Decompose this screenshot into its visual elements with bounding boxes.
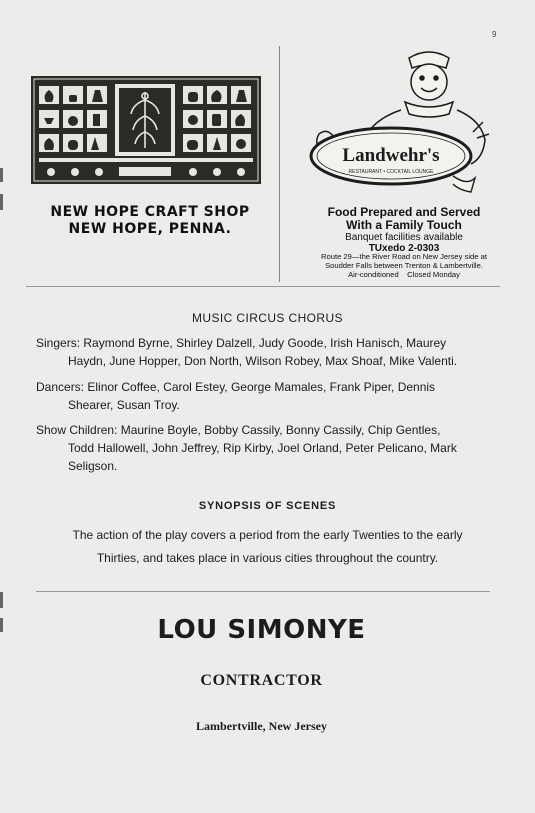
show-children-line1: Show Children: Maurine Boyle, Bobby Cassily, Bonny Cassily, Chip Gentles, — [36, 423, 441, 437]
contractor-title: CONTRACTOR — [200, 672, 323, 689]
restaurant-ad — [283, 44, 525, 284]
divider-top — [26, 286, 500, 287]
show-children-line2: Todd Hallowell, John Jeffrey, Rip Kirby, Joel Orland, Peter Pelicano, Mark — [68, 441, 457, 455]
binding-mark-upper — [0, 168, 3, 182]
restaurant-logo — [303, 44, 493, 204]
craft-shop-name — [30, 204, 270, 238]
craft-shop-name-line2: NEW HOPE, PENNA. — [68, 221, 232, 237]
show-children-paragraph — [36, 421, 498, 475]
synopsis-text — [30, 524, 505, 570]
dancers-line1: Dancers: Elinor Coffee, Carol Estey, George Mamales, Frank Piper, Dennis — [36, 380, 436, 394]
contractor-location: Lambertville, New Jersey — [196, 719, 327, 733]
synopsis-text-line2: Thirties, and takes place in various cities throughout the country. — [96, 551, 439, 565]
restaurant-amenities: Air-conditioned Closed Monday — [348, 270, 460, 279]
craft-shop-name-line1: NEW HOPE CRAFT SHOP — [50, 204, 250, 220]
dancers-line2: Shearer, Susan Troy. — [68, 398, 180, 412]
restaurant-logo-name: Landwehr's — [342, 145, 440, 166]
restaurant-tagline-line2: With a Family Touch — [346, 218, 462, 232]
binding-mark-lower-2 — [0, 618, 3, 632]
synopsis-title: SYNOPSIS OF SCENES — [198, 500, 337, 512]
binding-mark-upper-2 — [0, 194, 3, 210]
show-children-line3: Seligson. — [68, 459, 118, 473]
dancers-paragraph — [36, 378, 498, 414]
restaurant-logo-subtitle: RESTAURANT • COCKTAIL LOUNGE — [348, 169, 434, 175]
column-divider — [279, 46, 280, 282]
synopsis-text-line1: The action of the play covers a period from the early Twenties to the early — [72, 528, 463, 542]
singers-line2: Haydn, June Hopper, Don North, Wilson Robey, Max Shoaf, Mike Valenti. — [68, 354, 458, 368]
divider-bottom — [36, 591, 490, 592]
craft-shop-illustration — [31, 76, 261, 184]
restaurant-banquet: Banquet facilities available — [345, 232, 463, 243]
restaurant-phone: TUxedo 2-0303 — [368, 243, 440, 254]
restaurant-route-line1: Route 29—the River Road on New Jersey side at — [321, 252, 487, 261]
singers-paragraph — [36, 334, 498, 370]
restaurant-route — [283, 253, 525, 270]
chorus-title: MUSIC CIRCUS CHORUS — [192, 311, 343, 325]
craft-shop-ad — [20, 76, 270, 236]
contractor-name: LOU SIMONYE — [157, 615, 366, 645]
restaurant-route-line2: Soudder Falls between Trenton & Lambertville. — [325, 260, 483, 270]
binding-mark-lower — [0, 592, 3, 608]
page-number: 9 — [492, 30, 497, 39]
singers-line1: Singers: Raymond Byrne, Shirley Dalzell, Judy Goode, Irish Hanisch, Maurey — [36, 336, 447, 350]
restaurant-tagline-line1: Food Prepared and Served — [327, 205, 481, 219]
